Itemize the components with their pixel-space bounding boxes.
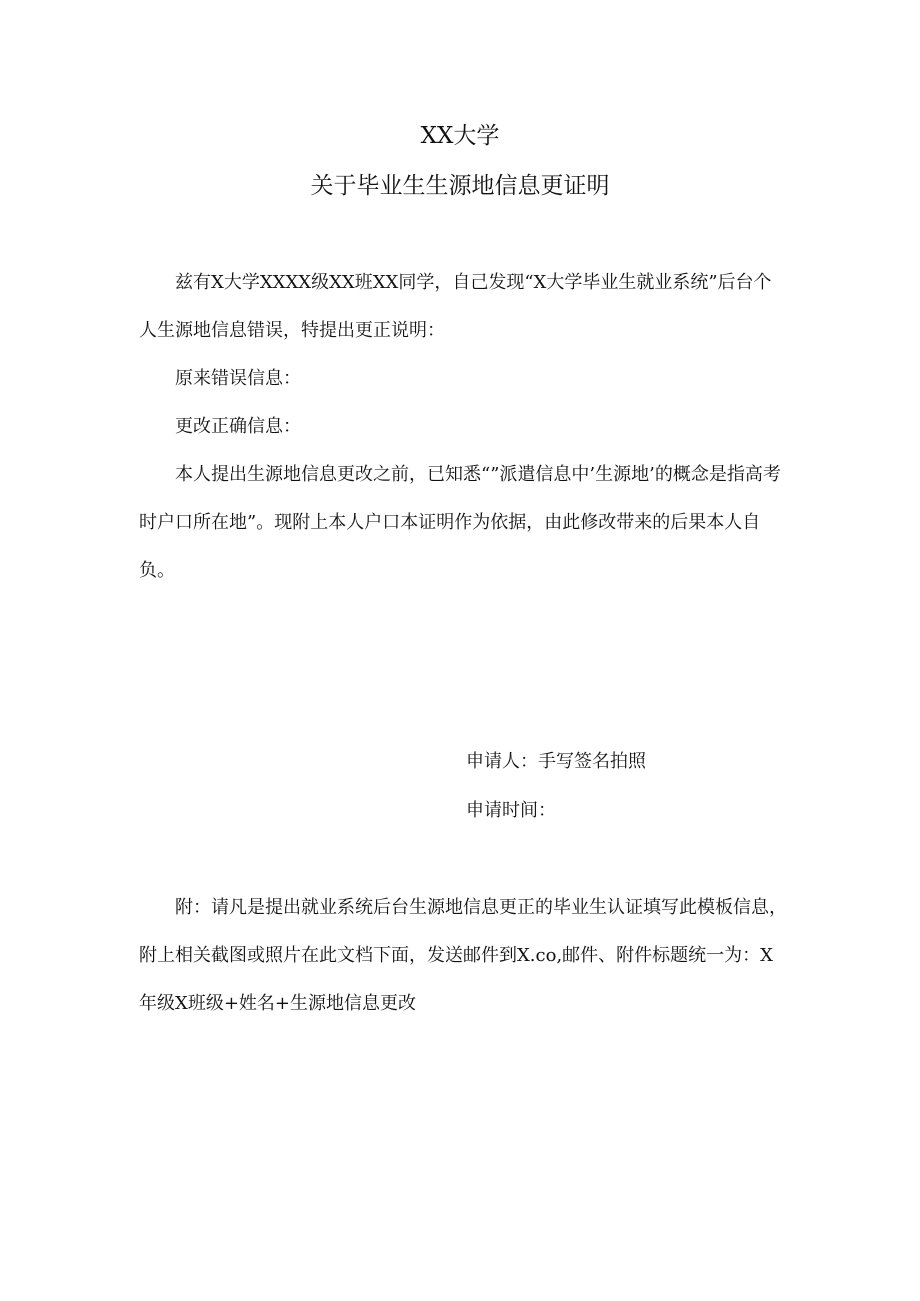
applicant-signature-line: 申请人：手写签名拍照	[466, 751, 646, 772]
document-title-subject: 关于毕业生生源地信息更证明	[310, 173, 610, 199]
corrected-info-label: 更改正确信息：	[175, 416, 301, 437]
note-paragraph: 附：请凡是提出就业系统后台生源地信息更正的毕业生认证填写此模板信息，附上相关截图或照片在此文档下面，发送邮件到X.co,邮件、附件标题统一为：X年级X班级+姓名+生源地信息更改	[139, 897, 787, 1014]
intro-paragraph: 兹有X大学XXXX级XX班XX同学，自己发现“X大学毕业生就业系统”后台个人生源地信息错误，特提出更正说明：	[139, 272, 772, 341]
document-title-university: XX大学	[420, 123, 500, 149]
application-date-line: 申请时间：	[466, 800, 556, 821]
original-info-label: 原来错误信息：	[175, 368, 301, 389]
acknowledgement-paragraph: 本人提出生源地信息更改之前，已知悉“”派遣信息中’生源地’的概念是指高考时户口所在地”。现附上本人户口本证明作为依据，由此修改带来的后果本人自负。	[139, 464, 781, 581]
